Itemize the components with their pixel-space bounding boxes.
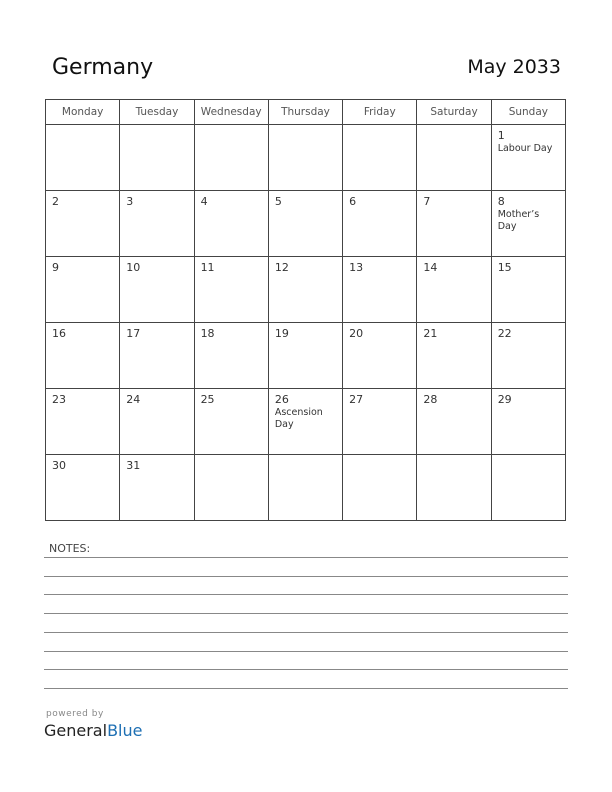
day-number: 8: [497, 195, 505, 208]
calendar-day-cell: [120, 125, 194, 191]
day-number: 19: [274, 327, 289, 340]
day-number: 31: [126, 459, 141, 472]
calendar-day-cell: [268, 389, 342, 455]
calendar-day-cell: [268, 191, 342, 257]
calendar-day-cell: [194, 125, 268, 191]
calendar-day-cell: [194, 389, 268, 455]
note-line: [44, 557, 568, 558]
holiday-label: Ascension Day: [274, 407, 323, 430]
day-number: 13: [349, 261, 364, 274]
weekday-header-row: [46, 100, 566, 125]
calendar-day-cell: [491, 389, 565, 455]
calendar-day-cell: [417, 125, 491, 191]
weekday-header: Tuesday: [120, 100, 194, 125]
day-number: 29: [497, 393, 512, 406]
note-line: [44, 576, 568, 577]
day-number: 3: [126, 195, 134, 208]
day-number: 23: [52, 393, 66, 406]
calendar-week-row: [46, 455, 566, 521]
day-number: 27: [349, 393, 364, 406]
calendar-day-cell: [46, 125, 120, 191]
day-number: 15: [497, 261, 512, 274]
country-title: Germany: [52, 55, 154, 80]
weekday-header: Sunday: [491, 100, 565, 125]
calendar-day-cell: [343, 323, 417, 389]
calendar-day-cell: [120, 389, 194, 455]
calendar-day-cell: [491, 323, 565, 389]
day-number: 4: [200, 195, 208, 208]
calendar-day-cell: [46, 323, 120, 389]
calendar-day-cell: [417, 455, 491, 521]
calendar-day-cell: [194, 257, 268, 323]
calendar-day-cell: [343, 125, 417, 191]
day-number: 20: [349, 327, 364, 340]
calendar-week-row: [46, 191, 566, 257]
day-number: 22: [497, 327, 512, 340]
calendar-day-cell: [46, 455, 120, 521]
notes-label: NOTES:: [49, 542, 91, 555]
day-number: 10: [126, 261, 141, 274]
day-number: 5: [274, 195, 282, 208]
brand-logo: [44, 721, 142, 740]
calendar-day-cell: [46, 191, 120, 257]
calendar-day-cell: [120, 323, 194, 389]
day-number: 18: [200, 327, 215, 340]
note-line: [44, 651, 568, 652]
calendar-day-cell: [120, 257, 194, 323]
calendar-day-cell: [46, 257, 120, 323]
calendar-week-row: [46, 323, 566, 389]
note-line: [44, 688, 568, 689]
calendar-grid: [45, 99, 566, 521]
note-line: [44, 669, 568, 670]
day-number: 21: [423, 327, 438, 340]
calendar-day-cell: [194, 455, 268, 521]
calendar-day-cell: [417, 191, 491, 257]
day-number: 1: [497, 129, 505, 142]
day-number: 6: [349, 195, 357, 208]
brand-general: General: [44, 721, 108, 740]
day-number: 28: [423, 393, 438, 406]
day-number: 30: [52, 459, 66, 472]
calendar-day-cell: [46, 389, 120, 455]
calendar-day-cell: [343, 389, 417, 455]
weekday-header: Saturday: [417, 100, 491, 125]
calendar-day-cell: [417, 257, 491, 323]
calendar-day-cell: [268, 257, 342, 323]
calendar-day-cell: [120, 455, 194, 521]
calendar-week-row: [46, 389, 566, 455]
day-number: 25: [200, 393, 215, 406]
calendar-day-cell: [343, 191, 417, 257]
powered-by-text: powered by: [46, 709, 104, 719]
day-number: 16: [52, 327, 66, 340]
calendar-day-cell: [417, 389, 491, 455]
calendar-day-cell: [194, 323, 268, 389]
holiday-label: Labour Day: [497, 143, 553, 154]
day-number: 12: [274, 261, 289, 274]
calendar-day-cell: [343, 455, 417, 521]
calendar-day-cell: [120, 191, 194, 257]
day-number: 17: [126, 327, 141, 340]
day-number: 9: [52, 261, 59, 274]
day-number: 24: [126, 393, 141, 406]
brand-blue: Blue: [107, 721, 143, 740]
weekday-header: Friday: [343, 100, 417, 125]
calendar-day-cell: [491, 125, 565, 191]
note-line: [44, 613, 568, 614]
month-year-title: May 2033: [467, 56, 561, 78]
calendar-day-cell: [268, 455, 342, 521]
calendar-day-cell: [268, 125, 342, 191]
calendar-day-cell: [417, 323, 491, 389]
day-number: 2: [52, 195, 59, 208]
calendar-day-cell: [194, 191, 268, 257]
note-line: [44, 632, 568, 633]
calendar-day-cell: [491, 455, 565, 521]
calendar-week-row: [46, 257, 566, 323]
calendar-day-cell: [491, 257, 565, 323]
day-number: 11: [200, 261, 215, 274]
calendar-week-row: [46, 125, 566, 191]
calendar-day-cell: [343, 257, 417, 323]
day-number: 26: [274, 393, 289, 406]
weekday-header: Wednesday: [194, 100, 268, 125]
day-number: 7: [423, 195, 431, 208]
holiday-label: Mother’s Day: [497, 209, 540, 232]
calendar-day-cell: [491, 191, 565, 257]
day-number: 14: [423, 261, 438, 274]
calendar-day-cell: [268, 323, 342, 389]
weekday-header: Monday: [46, 100, 120, 125]
weekday-header: Thursday: [268, 100, 342, 125]
note-line: [44, 594, 568, 595]
